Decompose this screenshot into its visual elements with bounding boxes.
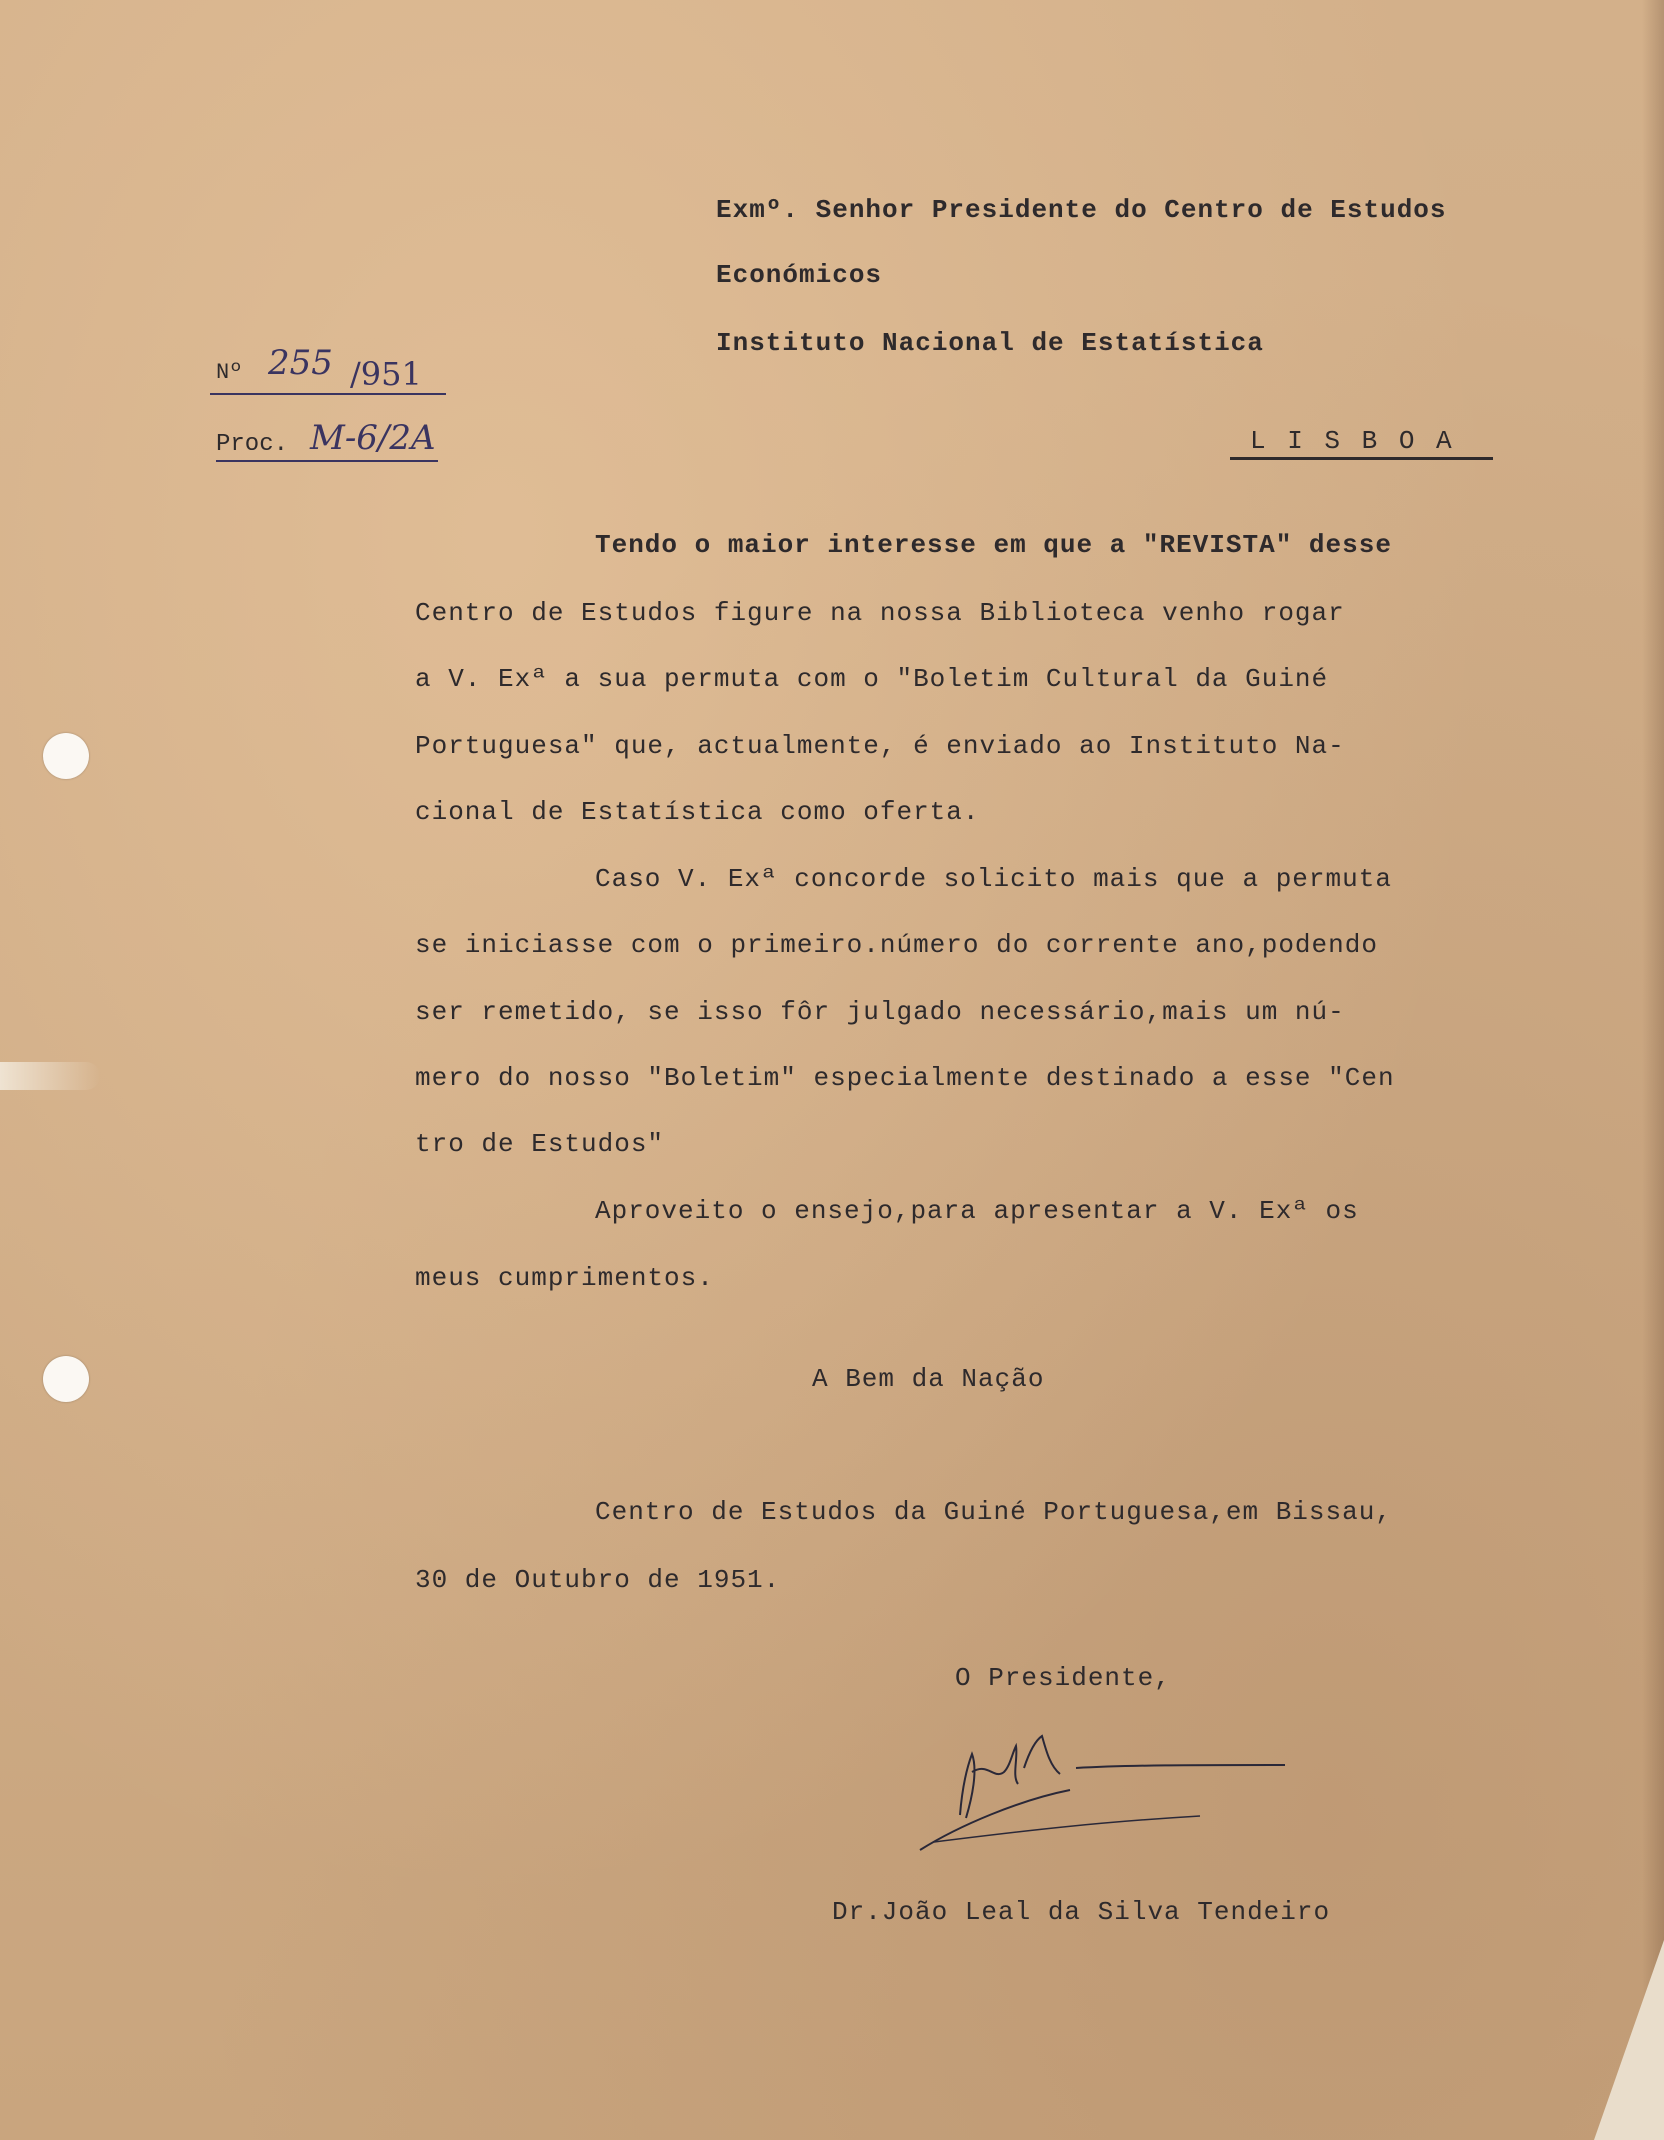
- paragraph2-line-5: tro de Estudos": [415, 1129, 665, 1159]
- process-label: Proc.: [216, 431, 289, 458]
- folded-corner: [1594, 1940, 1664, 2140]
- process-handwritten: M-6/2A: [310, 418, 436, 458]
- city-underline: [1230, 457, 1493, 460]
- paper-edge-shadow: [1642, 0, 1664, 2140]
- paragraph3-line-2: meus cumprimentos.: [415, 1263, 714, 1293]
- paragraph1-line-4: Portuguesa" que, actualmente, é enviado ao Instituto Na-: [415, 731, 1345, 761]
- addressee-line-1: Exmº. Senhor Presidente do Centro de Estudos: [716, 195, 1447, 225]
- punch-hole-bottom: [43, 1356, 89, 1402]
- city-lisboa: L I S B O A: [1250, 426, 1455, 456]
- paragraph1-line-3: a V. Exª a sua permuta com o "Boletim Cultural da Guiné: [415, 664, 1329, 694]
- paragraph2-line-2: se iniciasse com o primeiro.número do corrente ano,podendo: [415, 930, 1378, 960]
- number-underline: [210, 393, 446, 395]
- addressee-line-3: Instituto Nacional de Estatística: [716, 328, 1264, 358]
- paragraph3-line-1: Aproveito o ensejo,para apresentar a V. Exª os: [595, 1196, 1359, 1226]
- punch-hole-top: [43, 733, 89, 779]
- paragraph1-line-5: cional de Estatística como oferta.: [415, 797, 980, 827]
- paper-tear: [0, 1062, 100, 1090]
- paragraph2-line-4: mero do nosso "Boletim" especialmente destinado a esse "Cen: [415, 1063, 1395, 1093]
- number-handwritten: 255: [268, 343, 333, 383]
- process-underline: [216, 460, 438, 462]
- paragraph2-line-3: ser remetido, se isso fôr julgado necessário,mais um nú-: [415, 997, 1345, 1027]
- signature: [900, 1710, 1300, 1860]
- signer-name: Dr.João Leal da Silva Tendeiro: [832, 1897, 1331, 1927]
- number-year: /951: [350, 355, 422, 393]
- date-line: 30 de Outubro de 1951.: [415, 1565, 781, 1595]
- salutation: A Bem da Nação: [812, 1364, 1045, 1394]
- paragraph1-line-2: Centro de Estudos figure na nossa Biblioteca venho rogar: [415, 598, 1345, 628]
- place-line: Centro de Estudos da Guiné Portuguesa,em Bissau,: [595, 1497, 1392, 1527]
- paragraph2-line-1: Caso V. Exª concorde solicito mais que a permuta: [595, 864, 1392, 894]
- addressee-line-2: Económicos: [716, 260, 883, 290]
- signer-title: O Presidente,: [955, 1663, 1171, 1693]
- paragraph1-line-1: Tendo o maior interesse em que a "REVISTA" desse: [595, 530, 1392, 560]
- number-label: Nº: [216, 360, 243, 385]
